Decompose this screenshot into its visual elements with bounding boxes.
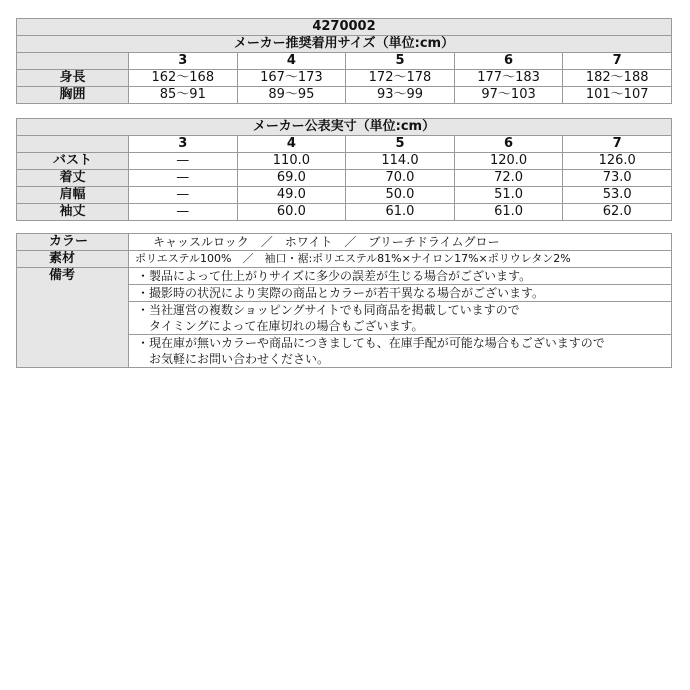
cell: 49.0 (237, 187, 346, 204)
size-header: 3 (129, 53, 238, 70)
corner-cell (17, 136, 129, 153)
cell: 162〜168 (129, 70, 238, 87)
cell: 93〜99 (346, 87, 455, 104)
note-item: ・製品によって仕上がりサイズに多少の誤差が生じる場合がございます。 (129, 268, 672, 285)
cell: — (129, 153, 238, 170)
table-row (17, 70, 672, 87)
cell: 51.0 (454, 187, 563, 204)
table-row (17, 87, 672, 104)
cell: 85〜91 (129, 87, 238, 104)
note-row (17, 268, 672, 285)
product-code: 4270002 (17, 19, 672, 36)
size-header: 7 (563, 53, 672, 70)
cell: 126.0 (563, 153, 672, 170)
note-item: ・現在庫が無いカラーや商品につきましても、在庫手配が可能な場合もございますので お気軽にお問い合わせください。 (129, 335, 672, 368)
cell: — (129, 170, 238, 187)
cell: 177〜183 (454, 70, 563, 87)
table-row (17, 153, 672, 170)
table-row (17, 170, 672, 187)
material-label: 素材 (17, 251, 129, 268)
row-label: 肩幅 (17, 187, 129, 204)
color-value: キャッスルロック ／ ホワイト ／ ブリーチドライムグロー (129, 234, 672, 251)
size-header: 5 (346, 53, 455, 70)
cell: 101〜107 (563, 87, 672, 104)
cell: 167〜173 (237, 70, 346, 87)
cell: 89〜95 (237, 87, 346, 104)
recommended-title: メーカー推奨着用サイズ（単位:cm） (17, 36, 672, 53)
actual-size-table (16, 118, 672, 221)
cell: 114.0 (346, 153, 455, 170)
row-label: 胸囲 (17, 87, 129, 104)
size-header: 3 (129, 136, 238, 153)
actual-title: メーカー公表実寸（単位:cm） (17, 119, 672, 136)
cell: — (129, 187, 238, 204)
row-label: バスト (17, 153, 129, 170)
cell: 70.0 (346, 170, 455, 187)
row-label: 身長 (17, 70, 129, 87)
size-header: 4 (237, 136, 346, 153)
table-row (17, 187, 672, 204)
color-label: カラー (17, 234, 129, 251)
cell: 172〜178 (346, 70, 455, 87)
cell: 110.0 (237, 153, 346, 170)
note-item: ・当社運営の複数ショッピングサイトでも同商品を掲載していますので タイミングによって在庫切れの場合もございます。 (129, 302, 672, 335)
material-row (17, 251, 672, 268)
cell: 60.0 (237, 204, 346, 221)
color-row (17, 234, 672, 251)
corner-cell (17, 53, 129, 70)
cell: 61.0 (346, 204, 455, 221)
cell: 50.0 (346, 187, 455, 204)
cell: 72.0 (454, 170, 563, 187)
notes-label: 備考 (17, 268, 129, 368)
cell: 120.0 (454, 153, 563, 170)
cell: 73.0 (563, 170, 672, 187)
material-value: ポリエステル100% ／ 袖口・裾:ポリエステル81%×ナイロン17%×ポリウレタン2% (129, 251, 672, 268)
size-header: 5 (346, 136, 455, 153)
size-header: 6 (454, 53, 563, 70)
cell: 97〜103 (454, 87, 563, 104)
cell: 62.0 (563, 204, 672, 221)
row-label: 袖丈 (17, 204, 129, 221)
row-label: 着丈 (17, 170, 129, 187)
cell: 53.0 (563, 187, 672, 204)
product-details-table (16, 233, 672, 368)
size-header-row (17, 53, 672, 70)
note-item: ・撮影時の状況により実際の商品とカラーが若干異なる場合がございます。 (129, 285, 672, 302)
size-header-row (17, 136, 672, 153)
cell: — (129, 204, 238, 221)
table-row (17, 204, 672, 221)
cell: 69.0 (237, 170, 346, 187)
recommended-size-table (16, 18, 672, 104)
size-header: 7 (563, 136, 672, 153)
size-header: 4 (237, 53, 346, 70)
size-header: 6 (454, 136, 563, 153)
cell: 182〜188 (563, 70, 672, 87)
cell: 61.0 (454, 204, 563, 221)
